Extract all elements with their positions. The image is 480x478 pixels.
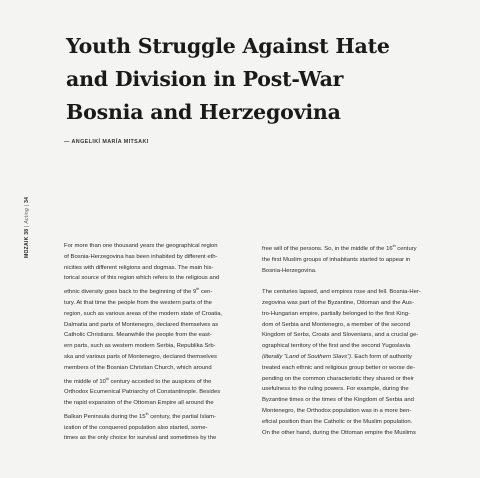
text-line: Catholic Christians. Meanwhile the people from the east- bbox=[64, 332, 212, 339]
text-line: ern parts, such as western modern Serbia, Republika Srb- bbox=[64, 343, 216, 350]
magazine-issue: MOZAIK 38 bbox=[24, 228, 30, 258]
text-line: Kingdom of Serbs, Croats and Slovenians, and a crucial ge- bbox=[262, 332, 419, 339]
text-line: Balkan Peninsula during the 15th century, the partial Islam- bbox=[64, 411, 216, 420]
section-name: Acting bbox=[24, 207, 30, 224]
text-line: free will of the persons. So, in the middle of the 16th century bbox=[262, 244, 417, 252]
text-line: of Bosnia-Herzegovina has been inhabited by different eth- bbox=[64, 253, 218, 260]
text-line: tro-Hungarian empire, partially belonged to the first King- bbox=[262, 310, 410, 317]
text-line: torical source of this region which refers to the religious and bbox=[64, 275, 220, 282]
text-line: region, such as various areas of the modern state of Croatia, bbox=[64, 310, 223, 317]
text-line: zegovina was part of the Byzantine, Ottoman and the Aus- bbox=[262, 299, 414, 306]
text-line: usefulness to the ruling powers. For example, during the bbox=[262, 386, 409, 393]
text-line: (literally “Land of Southern Slavs”). Each form of authority bbox=[262, 353, 412, 360]
text-line: nicities with different religions and dogmas. The main his- bbox=[64, 264, 214, 271]
paragraph bbox=[262, 287, 452, 438]
text-line: the rapid expansion of the Ottoman Empire all around the bbox=[64, 400, 214, 407]
text-line: eficial position than the Catholic or the Muslim population. bbox=[262, 418, 413, 425]
page-number: 34 bbox=[24, 196, 30, 203]
text-line: ska and various parts of Montenegro, declared themselves bbox=[64, 353, 217, 360]
title-line: Youth Struggle Against Hate bbox=[66, 34, 390, 58]
separator: | bbox=[24, 202, 30, 207]
separator: | bbox=[24, 223, 30, 227]
text-line: ization of the conquered population also started, some- bbox=[64, 424, 208, 431]
text-line: Bosnia-Herzegovina. bbox=[262, 267, 317, 274]
text-line: dom of Serbia and Montenegro, a member of the second bbox=[262, 321, 411, 328]
text-line: Montenegro, the Orthodox population was in a more ben- bbox=[262, 407, 412, 414]
text-line: The centuries lapsed, and empires rose and fell. Bosnia-Her- bbox=[262, 289, 421, 296]
body-column-right bbox=[262, 241, 452, 438]
text-line: On the other hand, during the Ottoman empire the Muslims bbox=[262, 429, 416, 436]
article-title bbox=[66, 30, 406, 129]
text-line: Orthodox Ecumenical Patriarchy of Constantinople. Besides bbox=[64, 389, 221, 396]
title-line: Bosnia and Herzegovina bbox=[66, 100, 341, 124]
text-line: pending on the common characteristic they shared or their bbox=[262, 375, 414, 382]
text-line: treated each ethnic and religious group better or worse de- bbox=[262, 364, 415, 371]
text-line: the middle of 10th century acceded to the auspices of the bbox=[64, 376, 212, 385]
author-byline: — ANGELIKÍ MARÍA MITSAKI bbox=[64, 139, 149, 145]
running-head bbox=[24, 197, 30, 258]
text-line: the first Muslim groups of inhabitants started to appear in bbox=[262, 256, 411, 263]
text-line: ethnic diversity goes back to the beginning of the 9th cen- bbox=[64, 287, 213, 296]
title-line: and Division in Post-War bbox=[66, 67, 344, 91]
text-line: members of the Bosnian Christian Church, which around bbox=[64, 364, 212, 371]
paragraph-gap bbox=[262, 276, 452, 287]
text-line: Dalmatia and parts of Montenegro, declared themselves as bbox=[64, 321, 219, 328]
paragraph bbox=[262, 241, 452, 276]
text-line: tury. At that time the people from the western parts of the bbox=[64, 299, 212, 306]
text-line: times as the only choice for survival and sometimes by the bbox=[64, 435, 217, 442]
body-column-left bbox=[64, 241, 254, 444]
text-line: ographical territory of the first and the second Yugoslavia bbox=[262, 343, 411, 350]
text-line: Byzantine times or the times of the Kingdom of Serbia and bbox=[262, 397, 414, 404]
text-line: For more than one thousand years the geographical region bbox=[64, 243, 218, 249]
